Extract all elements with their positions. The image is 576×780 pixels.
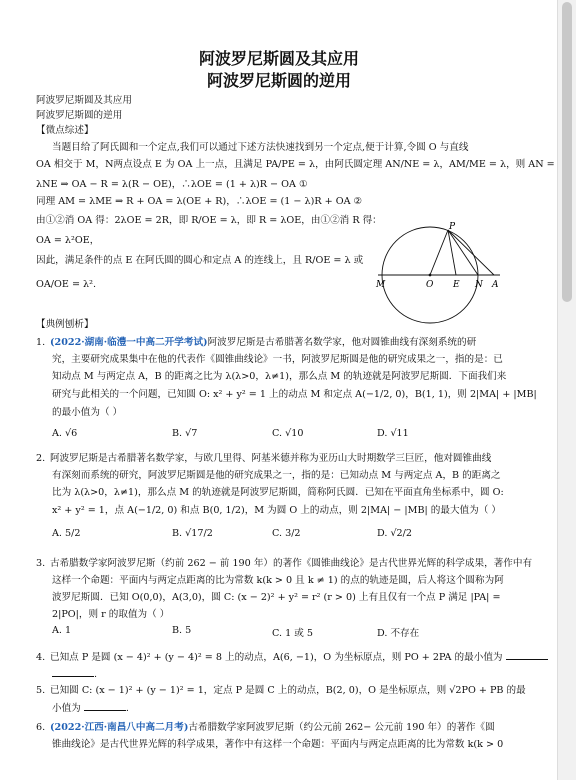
- question-text: 已知点 P 是圆 (x − 4)² + (y − 4)² = 8 上的动点，A(6, −1)，O 为坐标原点，则 PO + 2PA 的最小值为: [50, 652, 503, 663]
- question-text: 这样一个命题：平面内与两定点距离的比为常数 k(k > 0 且 k ≠ 1) 的点的轨迹是圆，后人将这个圆称为阿: [52, 575, 504, 586]
- question-text: 2|PO|，则 r 的取值为（ ）: [52, 609, 170, 620]
- option-c[interactable]: C. 1 或 5: [272, 628, 313, 639]
- question-text: 研究与此相关的一个问题，已知圆 O: x² + y² = 1 上的动点 M 和定点 A(−1/2, 0)，B(1, 1)，则 2|MA| + |MB|: [52, 389, 537, 400]
- question-1: [36, 336, 476, 349]
- option-a[interactable]: A. 1: [52, 625, 72, 636]
- question-4: [36, 650, 548, 664]
- question-text: 古希腊数学家阿波罗尼斯（约公元前 262− 公元前 190 年）的著作《圆: [188, 722, 495, 733]
- option-b[interactable]: B. √17/2: [172, 528, 213, 539]
- question-number: 6.: [36, 722, 46, 733]
- question-text: 锥曲线论》是古代世界光辉的科学成果，著作中有这样一个命题：平面内与两定点距离的比为常数 k(k > 0: [52, 739, 504, 750]
- answer-line: [52, 667, 97, 681]
- question-text: 波罗尼斯圆．已知 O(0,0)，A(3,0)，圆 C: (x − 2)² + y² = r² (r > 0) 上有且仅有一个点 P 满足 |PA| =: [52, 592, 501, 603]
- question-number: 1.: [36, 337, 46, 348]
- answer-line: 小值为 .: [52, 703, 129, 714]
- diagram-label: A: [492, 280, 499, 290]
- scrollbar-thumb[interactable]: [562, 2, 572, 302]
- page-title: 阿波罗尼斯圆及其应用: [198, 49, 359, 68]
- question-number: 2.: [36, 453, 46, 464]
- question-number: 5.: [36, 685, 46, 696]
- page-subtitle: 阿波罗尼斯圆的逆用: [206, 71, 351, 90]
- diagram-label: P: [449, 222, 456, 232]
- option-c[interactable]: C. √10: [272, 428, 304, 439]
- option-b[interactable]: B. √7: [172, 428, 198, 439]
- question-text: 知动点 M 与两定点 A，B 的距离之比为 λ(λ>0，λ≠1)，那么点 M 的轨迹就是阿波罗尼斯圆．下面我们来: [52, 371, 507, 382]
- question-text: 小值为: [52, 703, 81, 714]
- answer-blank[interactable]: [84, 701, 126, 711]
- overview-line: 因此，满足条件的点 E 在阿氏圆的圆心和定点 A 的连线上，且 R/OE = λ 或: [36, 255, 364, 266]
- question-text: 已知圆 C: (x − 1)² + (y − 1)² = 1，定点 P 是圆 C 上的动点，B(2, 0)，O 是坐标原点，则 √2PO + PB 的最: [50, 685, 526, 696]
- section-overview-heading: 【微点综述】: [36, 125, 94, 136]
- question-text: 的最小值为（ ）: [52, 407, 123, 418]
- question-text: 阿波罗尼斯是古希腊著名数学家，他对圆锥曲线有深刻系统的研: [207, 337, 477, 348]
- overview-line: OA = λ²OE，: [36, 235, 100, 246]
- question-text: 古希腊数学家阿波罗尼斯（约前 262 − 前 190 年）的著作《圆锥曲线论》是古代世界光辉的科学成果，著作中有: [50, 558, 533, 569]
- question-text: 阿波罗尼斯是古希腊著名数学家，与欧几里得、阿基米德并称为亚历山大时期数学三巨匠，他对圆锥曲线: [50, 453, 492, 464]
- option-d[interactable]: D. √11: [377, 428, 409, 439]
- question-text: .: [94, 669, 98, 680]
- diagram-label: M: [376, 280, 386, 290]
- section-examples-heading: 【典例刨析】: [36, 319, 94, 330]
- question-source: (2022·江西·南昌八中高二月考): [50, 722, 189, 733]
- question-number: 4.: [36, 652, 46, 663]
- overview-line: 同理 AM = λME ⇒ R + OA = λ(OE + R)，∴λOE = (1 − λ)R + OA ②: [36, 196, 363, 207]
- apollonius-circle-diagram: [368, 220, 508, 340]
- option-d[interactable]: D. √2/2: [377, 528, 413, 539]
- option-d[interactable]: D. 不存在: [377, 628, 420, 639]
- option-b[interactable]: B. 5: [172, 625, 192, 636]
- overview-line: λNE ⇒ OA − R = λ(R − OE)，∴λOE = (1 + λ)R − OA ①: [36, 179, 308, 190]
- question-text: 有深刻而系统的研究，阿波罗尼斯圆是他的研究成果之一，指的是：已知动点 M 与两定点 A，B 的距离之: [52, 470, 501, 481]
- question-6: [36, 721, 495, 734]
- question-2: [36, 452, 491, 465]
- question-5: [36, 684, 526, 697]
- diagram-label: E: [453, 280, 460, 290]
- overview-line: 由①②消 OA 得：2λOE = 2R，即 R/OE = λ，即 R = λOE，由①②消 R 得：: [36, 215, 382, 226]
- overview-line: 当题目给了阿氏圆和一个定点,我们可以通过下述方法快速找到另一个定点,便于计算,令圆 O 与直线: [52, 142, 469, 153]
- option-a[interactable]: A. √6: [52, 428, 78, 439]
- question-3: [36, 557, 532, 570]
- option-a[interactable]: A. 5/2: [52, 528, 81, 539]
- option-c[interactable]: C. 3/2: [272, 528, 301, 539]
- breadcrumb-topic: 阿波罗尼斯圆及其应用: [36, 95, 132, 106]
- answer-blank[interactable]: [52, 667, 94, 677]
- diagram-label: O: [426, 280, 434, 290]
- overview-line: OA 相交于 M，N两点设点 E 为 OA 上一点，且满足 PA/PE = λ，由阿氏圆定理 AN/NE = λ，AM/ME = λ，则 AN =: [36, 159, 555, 170]
- diagram-label: N: [475, 280, 483, 290]
- question-number: 3.: [36, 558, 46, 569]
- answer-blank[interactable]: [506, 650, 548, 660]
- vertical-scrollbar[interactable]: [557, 0, 576, 780]
- question-text: 究，主要研究成果集中在他的代表作《圆锥曲线论》一书，阿波罗尼斯圆是他的研究成果之一，指的是：已: [52, 354, 503, 365]
- question-text: x² + y² = 1，点 A(−1/2, 0) 和点 B(0, 1/2)，M 为圆 O 上的动点，则 2|MA| − |MB| 的最大值为（ ）: [52, 505, 501, 516]
- overview-line: OA/OE = λ².: [36, 279, 97, 290]
- question-text: 比为 λ(λ>0，λ≠1)，那么点 M 的轨迹就是阿波罗尼斯圆，简称阿氏圆．已知在平面直角坐标系中，圆 O:: [52, 487, 504, 498]
- question-source: (2022·湖南·临澧一中高二开学考试): [50, 337, 208, 348]
- breadcrumb-subtopic: 阿波罗尼斯圆的逆用: [36, 110, 123, 121]
